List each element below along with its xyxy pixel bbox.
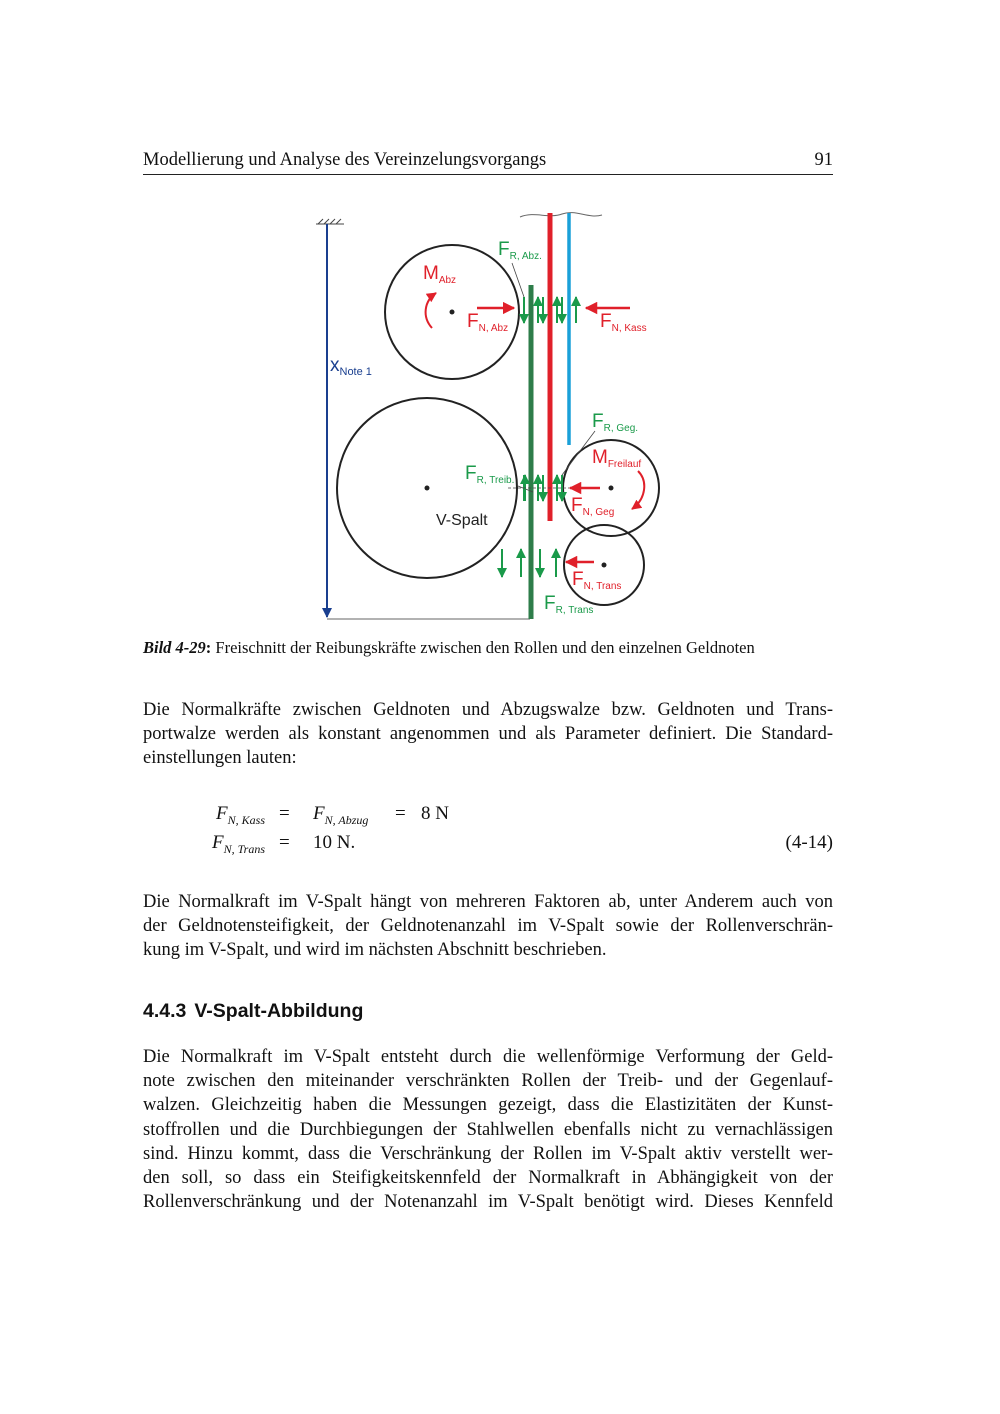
m-abz-arrow: [426, 293, 436, 328]
treib-roller-center: [425, 486, 430, 491]
equation-rhs: $F_{N, Abzug}$: [313, 803, 369, 827]
text-line: portwalze werden als konstant angenommen und als Parameter definiert. Die Standard-: [143, 724, 833, 745]
text-line: einstellungen lauten:: [143, 748, 297, 769]
m-freilauf-label: $M_{Freilauf}$: [592, 447, 642, 470]
f-r-geg-leader: [562, 431, 595, 475]
f-n-kass-label: $F_{N, Kass}$: [600, 311, 647, 334]
equation-value: 10 N.: [313, 832, 356, 853]
page-number: 91: [814, 150, 833, 170]
text-line: walzen. Gleichzeitig haben die Messungen gezeigt, dass die Elastizitäten der Kunst-: [143, 1095, 833, 1116]
section-number: 4.4.3: [143, 1000, 187, 1022]
figure-caption-label: Bild 4-29: [143, 638, 206, 657]
chapter-title: Modellierung und Analyse des Vereinzelungsvorgangs: [143, 150, 547, 170]
text-line: Die Normalkräfte zwischen Geldnoten und Abzugswalze bzw. Geldnoten und Trans-: [143, 700, 833, 720]
equation-row-2: [143, 832, 833, 860]
paragraph-v-spalt-force: [143, 890, 833, 963]
paragraph-v-spalt-model: [143, 1045, 833, 1214]
text-line: den soll, so dass ein Steifigkeitskennfeld der Normalkraft in Abhängigkeit von der: [143, 1168, 833, 1189]
text-line: Die Normalkraft im V-Spalt hängt von mehreren Faktoren ab, unter Anderem auch von: [143, 892, 833, 912]
m-freilauf-arrow: [632, 471, 644, 509]
equation-value: 8 N: [421, 803, 449, 824]
equation-lhs: $F_{N, Trans}$: [212, 832, 265, 856]
abzug-roller-center: [450, 310, 455, 315]
m-abz-label: $M_{Abz}$: [423, 263, 457, 286]
f-r-abz-label: $F_{R, Abz.}$: [498, 239, 542, 262]
running-header: [143, 150, 833, 175]
text-line: stoffrollen und die Durchbiegungen der Stahlwellen ebenfalls nicht zu vernachlässigen: [143, 1119, 833, 1140]
f-n-geg-label: $F_{N, Geg}$: [571, 495, 615, 518]
v-spalt-label: V-Spalt: [436, 512, 488, 529]
equals-sign: =: [279, 832, 290, 853]
section-heading: [143, 1000, 363, 1023]
figure-caption-colon: :: [205, 638, 212, 657]
f-r-trans-label: $F_{R, Trans}$: [544, 593, 594, 616]
text-line: note zwischen den miteinander verschränkten Rollen der Treib- und der Gegenlauf-: [143, 1071, 833, 1092]
equation-row-1: [143, 803, 833, 831]
gegenlauf-roller-center: [609, 486, 614, 491]
text-line: Rollenverschränkung und der Notenanzahl im V-Spalt benötigt wird. Dieses Kennfeld: [143, 1192, 833, 1213]
diagram-svg: [300, 205, 680, 625]
section-title: V-Spalt-Abbildung: [194, 1000, 364, 1022]
figure-caption-text: Freischnitt der Reibungskräfte zwischen den Rollen und den einzelnen Geldnoten: [211, 638, 755, 657]
equation-4-14: [143, 803, 833, 863]
f-r-abz-leader: [512, 263, 524, 297]
text-line: der Geldnotensteifigkeit, der Geldnotenanzahl im V-Spalt sowie der Rollenverschrän-: [143, 916, 833, 937]
paragraph-normal-forces: [143, 698, 833, 771]
equals-sign: =: [395, 803, 406, 824]
f-r-treib-label: $F_{R, Treib.}$: [465, 463, 515, 486]
text-line: Die Normalkraft im V-Spalt entsteht durch die wellenförmige Verformung der Geld-: [143, 1047, 833, 1067]
equals-sign: =: [279, 803, 290, 824]
transport-roller-center: [602, 563, 607, 568]
x-note-label: $x_{Note 1}$: [330, 355, 372, 378]
f-n-trans-label: $F_{N, Trans}$: [572, 569, 622, 592]
figure-caption: [143, 638, 843, 658]
fixed-support: [316, 219, 344, 224]
f-n-abz-label: $F_{N, Abz}$: [467, 311, 509, 334]
text-line: kung im V-Spalt, und wird im nächsten Abschnitt beschrieben.: [143, 940, 607, 961]
friction-force-diagram: [300, 205, 680, 625]
text-line: sind. Hinzu kommt, dass die Verschränkung der Rollen im V-Spalt aktiv verstellt wer-: [143, 1143, 833, 1164]
note-stack-edge: [520, 213, 602, 217]
f-r-geg-label: $F_{R, Geg.}$: [592, 411, 639, 434]
equation-number: (4-14): [785, 832, 833, 853]
equation-lhs: $F_{N, Kass}$: [216, 803, 265, 827]
